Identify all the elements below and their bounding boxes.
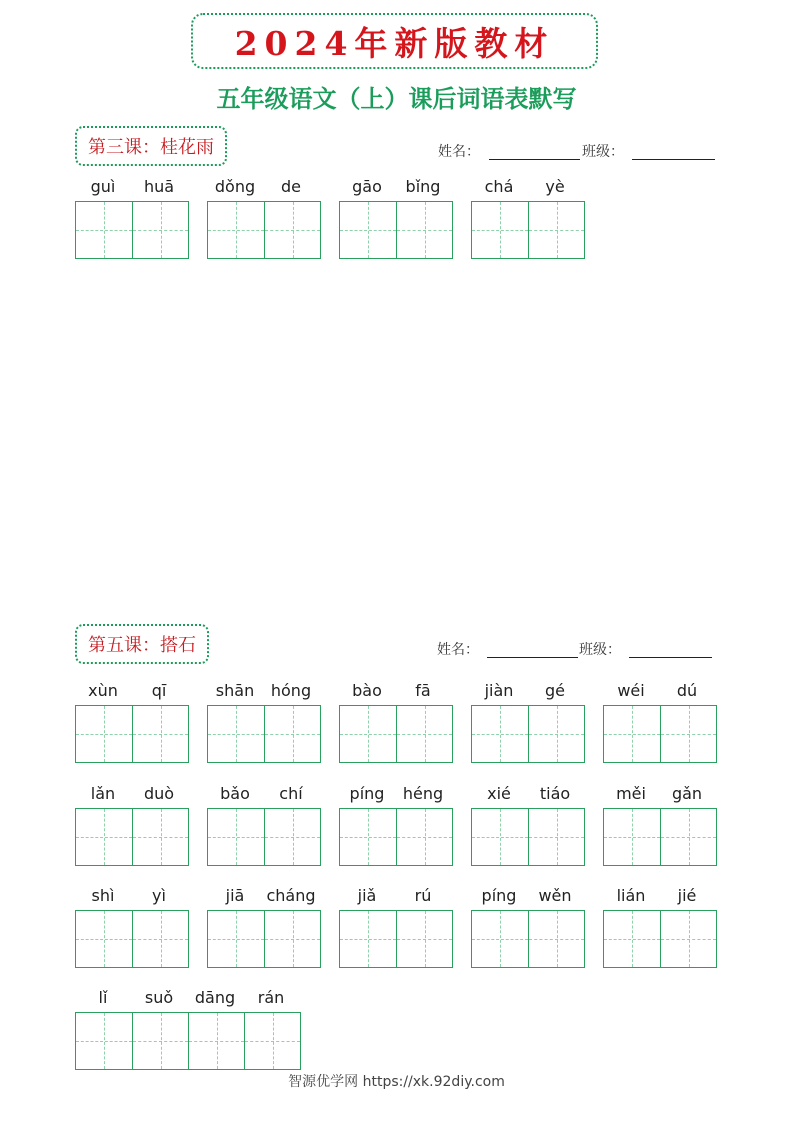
pinyin: shān [215,681,255,700]
guide-line-horizontal [208,734,264,735]
tianzige-cell[interactable] [132,202,188,258]
tianzige-cell[interactable] [660,706,716,762]
guide-line-horizontal [529,837,584,838]
pinyin: rú [414,886,432,905]
class-label: 班级： [582,144,624,160]
tianzige-cell[interactable] [76,706,132,762]
guide-line-horizontal [76,837,132,838]
writing-grid [339,705,453,763]
name-label: 姓名： [437,642,479,658]
tianzige-cell[interactable] [76,202,132,258]
guide-line-horizontal [76,1041,132,1042]
tianzige-cell[interactable] [396,809,452,865]
guide-line-horizontal [340,230,396,231]
tianzige-cell[interactable] [396,202,452,258]
guide-line-horizontal [472,230,528,231]
pinyin: yè [545,177,565,196]
title-box [191,13,598,69]
pinyin: suǒ [144,988,174,1007]
tianzige-cell[interactable] [208,809,264,865]
tianzige-cell[interactable] [472,911,528,967]
tianzige-cell[interactable] [528,809,584,865]
writing-grid [75,705,189,763]
pinyin: gé [545,681,565,700]
pinyin: píng [349,784,385,803]
tianzige-cell[interactable] [604,706,660,762]
pinyin: guì [90,177,116,196]
writing-grid [207,910,321,968]
pinyin: fā [415,681,431,700]
guide-line-horizontal [265,939,320,940]
pinyin: píng [481,886,517,905]
guide-line-horizontal [208,837,264,838]
pinyin: jiǎ [357,886,377,905]
guide-line-horizontal [529,939,584,940]
lesson5-title: 第五课：搭石 [88,635,196,656]
tianzige-cell[interactable] [660,809,716,865]
pinyin: wéi [617,681,645,700]
writing-grid [471,910,585,968]
writing-grid [603,910,717,968]
writing-grid [339,910,453,968]
pinyin: xùn [88,681,118,700]
pinyin: cháng [266,886,316,905]
writing-grid [471,808,585,866]
pinyin: huā [143,177,175,196]
tianzige-cell[interactable] [264,706,320,762]
lesson3-title: 第三课：桂花雨 [88,137,214,158]
guide-line-horizontal [76,230,132,231]
writing-grid [207,201,321,259]
pinyin: měi [616,784,646,803]
tianzige-cell[interactable] [244,1013,300,1069]
pinyin: de [281,177,301,196]
name-line[interactable] [489,159,580,160]
tianzige-cell[interactable] [472,706,528,762]
tianzige-cell[interactable] [660,911,716,967]
guide-line-horizontal [133,939,188,940]
pinyin: bǐng [405,177,441,196]
guide-line-horizontal [340,837,396,838]
writing-grid [603,705,717,763]
guide-line-horizontal [189,1041,244,1042]
lesson5-title-box [75,624,209,664]
pinyin: bào [352,681,382,700]
name-line[interactable] [487,657,578,658]
tianzige-cell[interactable] [604,911,660,967]
tianzige-cell[interactable] [472,202,528,258]
pinyin: jiā [225,886,245,905]
guide-line-horizontal [133,1041,188,1042]
pinyin: wěn [538,886,572,905]
lesson3-title-box [75,126,227,166]
tianzige-cell[interactable] [528,911,584,967]
tianzige-cell[interactable] [132,1013,188,1069]
guide-line-horizontal [397,837,452,838]
writing-grid [471,705,585,763]
footer-source: 智源优学网 https://xk.92diy.com [288,1074,505,1090]
pinyin: chí [279,784,303,803]
pinyin: lián [616,886,646,905]
tianzige-cell[interactable] [396,911,452,967]
tianzige-cell[interactable] [132,809,188,865]
guide-line-horizontal [265,230,320,231]
guide-line-horizontal [397,939,452,940]
guide-line-horizontal [604,837,660,838]
writing-grid [339,808,453,866]
pinyin: jiàn [484,681,514,700]
guide-line-horizontal [661,939,716,940]
guide-line-horizontal [76,734,132,735]
tianzige-cell[interactable] [264,202,320,258]
tianzige-cell[interactable] [604,809,660,865]
pinyin: rán [257,988,285,1007]
pinyin: lǎn [90,784,116,803]
guide-line-horizontal [529,734,584,735]
pinyin: bǎo [220,784,250,803]
tianzige-cell[interactable] [528,706,584,762]
tianzige-cell[interactable] [208,202,264,258]
writing-grid [75,808,189,866]
guide-line-horizontal [133,230,188,231]
guide-line-horizontal [397,734,452,735]
guide-line-horizontal [661,837,716,838]
class-line[interactable] [629,657,712,658]
guide-line-horizontal [472,734,528,735]
tianzige-cell[interactable] [340,202,396,258]
pinyin: qī [151,681,167,700]
tianzige-cell[interactable] [396,706,452,762]
pinyin: dú [676,681,698,700]
writing-grid [603,808,717,866]
tianzige-cell[interactable] [340,706,396,762]
tianzige-cell[interactable] [76,809,132,865]
tianzige-cell[interactable] [264,911,320,967]
pinyin: hóng [270,681,312,700]
writing-grid [75,201,189,259]
guide-line-horizontal [76,939,132,940]
writing-grid [207,705,321,763]
tianzige-cell[interactable] [340,809,396,865]
guide-line-horizontal [133,837,188,838]
tianzige-cell[interactable] [188,1013,244,1069]
pinyin: lǐ [98,988,108,1007]
tianzige-cell[interactable] [132,911,188,967]
pinyin: héng [402,784,444,803]
pinyin: xié [487,784,511,803]
tianzige-cell[interactable] [208,911,264,967]
name-label: 姓名： [438,144,480,160]
guide-line-horizontal [208,939,264,940]
guide-line-horizontal [245,1041,300,1042]
tianzige-cell[interactable] [264,809,320,865]
tianzige-cell[interactable] [472,809,528,865]
guide-line-horizontal [265,837,320,838]
pinyin: gǎn [671,784,703,803]
pinyin: tiáo [539,784,571,803]
pinyin: dǒng [214,177,256,196]
pinyin: shì [91,886,115,905]
tianzige-cell[interactable] [132,706,188,762]
guide-line-horizontal [472,837,528,838]
guide-line-horizontal [397,230,452,231]
guide-line-horizontal [472,939,528,940]
pinyin: dāng [194,988,236,1007]
tianzige-cell[interactable] [76,911,132,967]
class-label: 班级： [579,642,621,658]
pinyin: duò [143,784,175,803]
writing-grid [207,808,321,866]
guide-line-horizontal [340,734,396,735]
pinyin: yì [152,886,166,905]
writing-grid [339,201,453,259]
writing-grid [75,910,189,968]
guide-line-horizontal [529,230,584,231]
guide-line-horizontal [208,230,264,231]
guide-line-horizontal [661,734,716,735]
guide-line-horizontal [265,734,320,735]
tianzige-cell[interactable] [340,911,396,967]
writing-grid [75,1012,301,1070]
pinyin: chá [484,177,514,196]
main-title: 2024年新版教材 [234,23,555,63]
writing-grid [471,201,585,259]
subtitle: 五年级语文（上）课后词语表默写 [216,85,577,113]
tianzige-cell[interactable] [76,1013,132,1069]
guide-line-horizontal [340,939,396,940]
tianzige-cell[interactable] [208,706,264,762]
pinyin: gāo [352,177,382,196]
pinyin: jié [677,886,697,905]
guide-line-horizontal [604,734,660,735]
guide-line-horizontal [604,939,660,940]
guide-line-horizontal [133,734,188,735]
class-line[interactable] [632,159,715,160]
tianzige-cell[interactable] [528,202,584,258]
